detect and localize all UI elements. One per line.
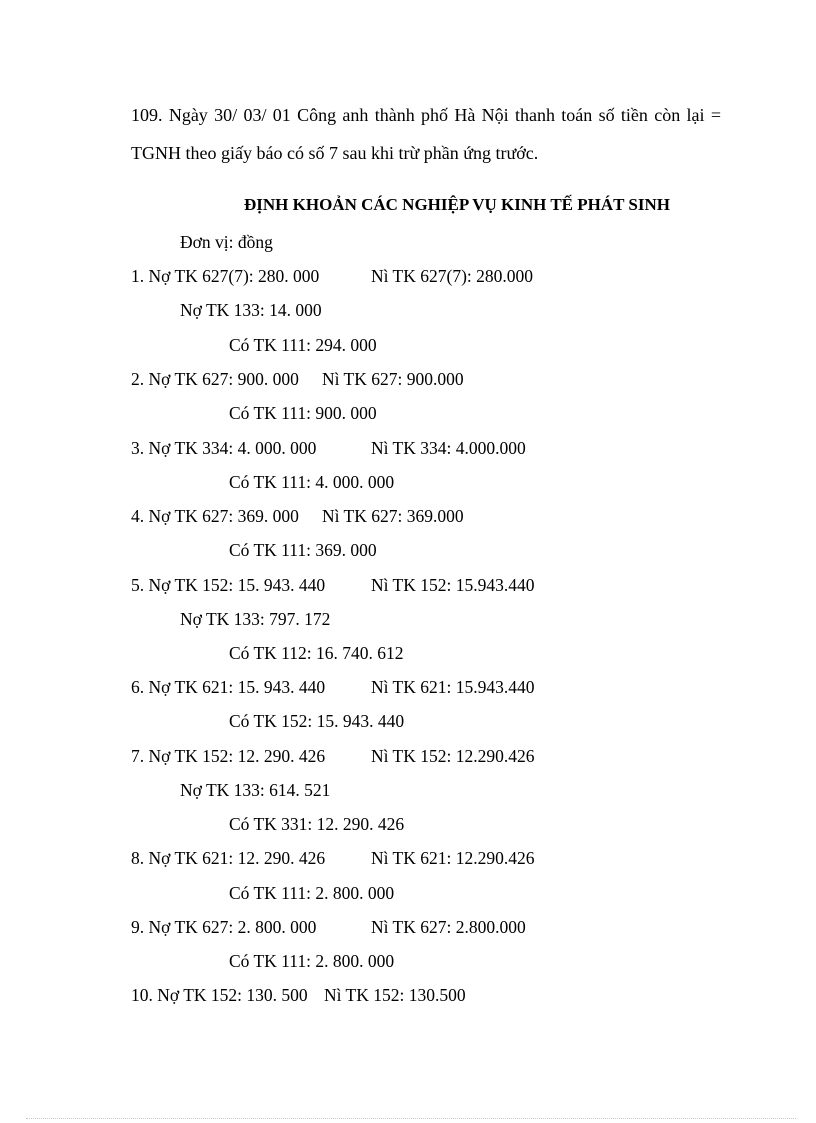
entry-text: Nợ TK 133: 14. 000 (180, 300, 322, 320)
entry-text: Có TK 111: 2. 800. 000 (229, 951, 395, 971)
entry-text: 6. Nợ TK 621: 15. 943. 440 (131, 677, 326, 697)
entry-text: Nợ TK 133: 614. 521 (180, 780, 331, 800)
entry-note: Nì TK 334: 4.000.000 (371, 438, 526, 458)
entry-note: Nì TK 621: 15.943.440 (371, 677, 535, 697)
entry-text: 1. Nợ TK 627(7): 280. 000 (131, 266, 320, 286)
entry-text: Có TK 111: 369. 000 (229, 540, 377, 560)
entry-text: Có TK 111: 900. 000 (229, 403, 377, 423)
entry-text: Có TK 111: 4. 000. 000 (229, 472, 395, 492)
entry-text: 10. Nợ TK 152: 130. 500 (131, 985, 308, 1005)
entry-text: Nợ TK 133: 797. 172 (180, 609, 331, 629)
entry-note: Nì TK 152: 12.290.426 (371, 746, 535, 766)
entry-note: Nì TK 627(7): 280.000 (371, 266, 534, 286)
entry-note: Nì TK 627: 900.000 (322, 369, 464, 389)
entry-text: Có TK 111: 2. 800. 000 (229, 883, 395, 903)
entry-text: 5. Nợ TK 152: 15. 943. 440 (131, 575, 326, 595)
entry-note: Nì TK 152: 130.500 (324, 985, 466, 1005)
entry-text: Có TK 112: 16. 740. 612 (229, 643, 404, 663)
section-heading: ĐỊNH KHOẢN CÁC NGHIỆP VỤ KINH TẾ PHÁT SINH (243, 195, 670, 214)
entry-text: 3. Nợ TK 334: 4. 000. 000 (131, 438, 317, 458)
entry-note: Nì TK 627: 369.000 (322, 506, 464, 526)
entry-text: 8. Nợ TK 621: 12. 290. 426 (131, 848, 326, 868)
entry-text: 7. Nợ TK 152: 12. 290. 426 (131, 746, 326, 766)
page-bottom-rule (26, 1118, 796, 1119)
entry-text: Có TK 111: 294. 000 (229, 335, 377, 355)
unit-text: Đơn vị: đồng (180, 232, 273, 252)
intro-paragraph: 109. Ngày 30/ 03/ 01 Công anh thành phố Hà Nội thanh toán số tiền còn lại = TGNH theo giấy báo có số 7 sau khi trừ phần ứng trước. (131, 105, 721, 163)
entry-text: 4. Nợ TK 627: 369. 000 (131, 506, 299, 526)
entry-text: Có TK 152: 15. 943. 440 (229, 711, 405, 731)
entry-note: Nì TK 627: 2.800.000 (371, 917, 526, 937)
entry-text: Có TK 331: 12. 290. 426 (229, 814, 405, 834)
entry-text: 2. Nợ TK 627: 900. 000 (131, 369, 299, 389)
entry-note: Nì TK 152: 15.943.440 (371, 575, 535, 595)
entry-note: Nì TK 621: 12.290.426 (371, 848, 535, 868)
entry-text: 9. Nợ TK 627: 2. 800. 000 (131, 917, 317, 937)
